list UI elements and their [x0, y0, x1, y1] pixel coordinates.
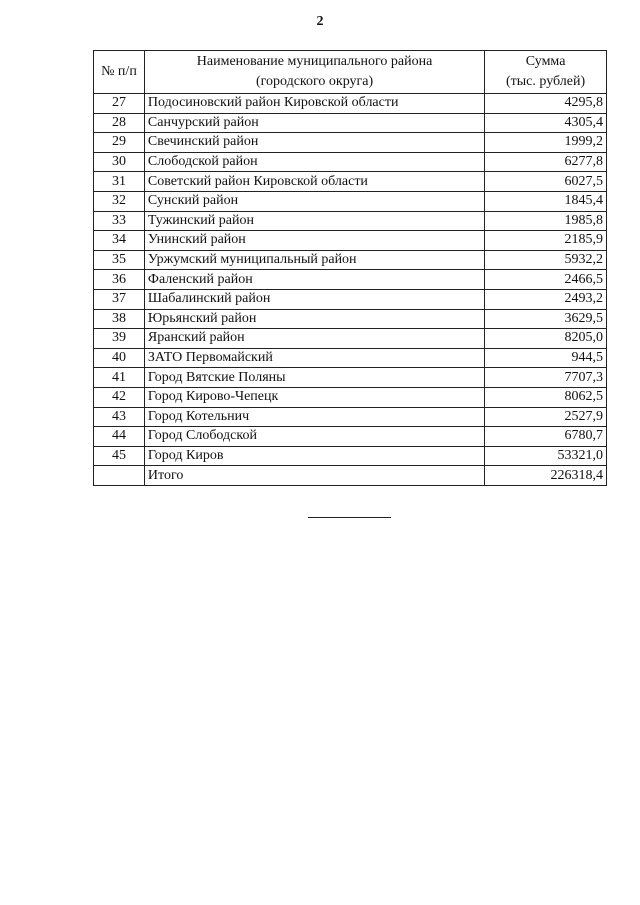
cell-sum: 6780,7 — [485, 427, 607, 447]
cell-name: Город Кирово-Чепецк — [144, 387, 484, 407]
separator-line — [308, 517, 391, 518]
cell-num: 44 — [94, 427, 145, 447]
cell-sum: 2527,9 — [485, 407, 607, 427]
header-name-line1: Наименование муниципального района — [196, 54, 433, 69]
cell-num: 39 — [94, 329, 145, 349]
cell-sum: 6027,5 — [485, 172, 607, 192]
cell-sum: 2466,5 — [485, 270, 607, 290]
cell-sum: 8062,5 — [485, 387, 607, 407]
cell-num: 32 — [94, 191, 145, 211]
table-row — [94, 407, 607, 427]
cell-sum: 1845,4 — [485, 191, 607, 211]
cell-num: 33 — [94, 211, 145, 231]
cell-num: 41 — [94, 368, 145, 388]
cell-sum: 6277,8 — [485, 152, 607, 172]
total-row — [94, 466, 607, 486]
cell-name: Слободской район — [144, 152, 484, 172]
table-row — [94, 309, 607, 329]
cell-sum: 5932,2 — [485, 250, 607, 270]
table-row — [94, 368, 607, 388]
cell-sum: 8205,0 — [485, 329, 607, 349]
table-row — [94, 113, 607, 133]
cell-name: Яранский район — [144, 329, 484, 349]
cell-name: Город Киров — [144, 446, 484, 466]
table-row — [94, 427, 607, 447]
cell-num: 36 — [94, 270, 145, 290]
table-row — [94, 387, 607, 407]
cell-name: Шабалинский район — [144, 289, 484, 309]
table-row — [94, 270, 607, 290]
allocation-table — [93, 50, 607, 486]
cell-num: 37 — [94, 289, 145, 309]
cell-num: 45 — [94, 446, 145, 466]
cell-num: 40 — [94, 348, 145, 368]
cell-num — [94, 466, 145, 486]
cell-name: Свечинский район — [144, 133, 484, 153]
cell-sum: 1985,8 — [485, 211, 607, 231]
cell-sum: 944,5 — [485, 348, 607, 368]
cell-num: 34 — [94, 231, 145, 251]
cell-sum: 226318,4 — [485, 466, 607, 486]
table-row — [94, 172, 607, 192]
header-sum — [485, 51, 607, 94]
table-row — [94, 289, 607, 309]
cell-num: 43 — [94, 407, 145, 427]
cell-num: 38 — [94, 309, 145, 329]
table-row — [94, 191, 607, 211]
header-number-label: № п/п — [101, 64, 137, 79]
cell-sum: 4305,4 — [485, 113, 607, 133]
cell-name: Город Слободской — [144, 427, 484, 447]
header-name-line2: (городского округа) — [255, 74, 374, 89]
cell-num: 42 — [94, 387, 145, 407]
cell-name: Сунский район — [144, 191, 484, 211]
page-number: 2 — [316, 14, 324, 29]
cell-name: Юрьянский район — [144, 309, 484, 329]
table-row — [94, 446, 607, 466]
header-sum-line1: Сумма — [525, 54, 566, 69]
cell-name: Город Котельнич — [144, 407, 484, 427]
cell-name: Тужинский район — [144, 211, 484, 231]
cell-name: Советский район Кировской области — [144, 172, 484, 192]
cell-sum: 2493,2 — [485, 289, 607, 309]
header-number — [94, 51, 145, 94]
cell-name: Итого — [144, 466, 484, 486]
cell-num: 28 — [94, 113, 145, 133]
cell-name: Подосиновский район Кировской области — [144, 94, 484, 114]
cell-sum: 2185,9 — [485, 231, 607, 251]
table-row — [94, 133, 607, 153]
cell-num: 29 — [94, 133, 145, 153]
cell-num: 27 — [94, 94, 145, 114]
table-header-row — [94, 51, 607, 94]
cell-name: Унинский район — [144, 231, 484, 251]
cell-sum: 53321,0 — [485, 446, 607, 466]
cell-num: 35 — [94, 250, 145, 270]
cell-sum: 3629,5 — [485, 309, 607, 329]
cell-name: Санчурский район — [144, 113, 484, 133]
table-row — [94, 250, 607, 270]
table-row — [94, 94, 607, 114]
cell-name: ЗАТО Первомайский — [144, 348, 484, 368]
table-row — [94, 211, 607, 231]
cell-num: 31 — [94, 172, 145, 192]
cell-name: Уржумский муниципальный район — [144, 250, 484, 270]
cell-name: Город Вятские Поляны — [144, 368, 484, 388]
table-row — [94, 348, 607, 368]
table-body — [94, 94, 607, 486]
table-row — [94, 152, 607, 172]
table-row — [94, 329, 607, 349]
header-sum-line2: (тыс. рублей) — [506, 74, 586, 89]
cell-sum: 4295,8 — [485, 94, 607, 114]
header-name — [144, 51, 484, 94]
cell-name: Фаленский район — [144, 270, 484, 290]
table-row — [94, 231, 607, 251]
cell-sum: 1999,2 — [485, 133, 607, 153]
cell-sum: 7707,3 — [485, 368, 607, 388]
cell-num: 30 — [94, 152, 145, 172]
